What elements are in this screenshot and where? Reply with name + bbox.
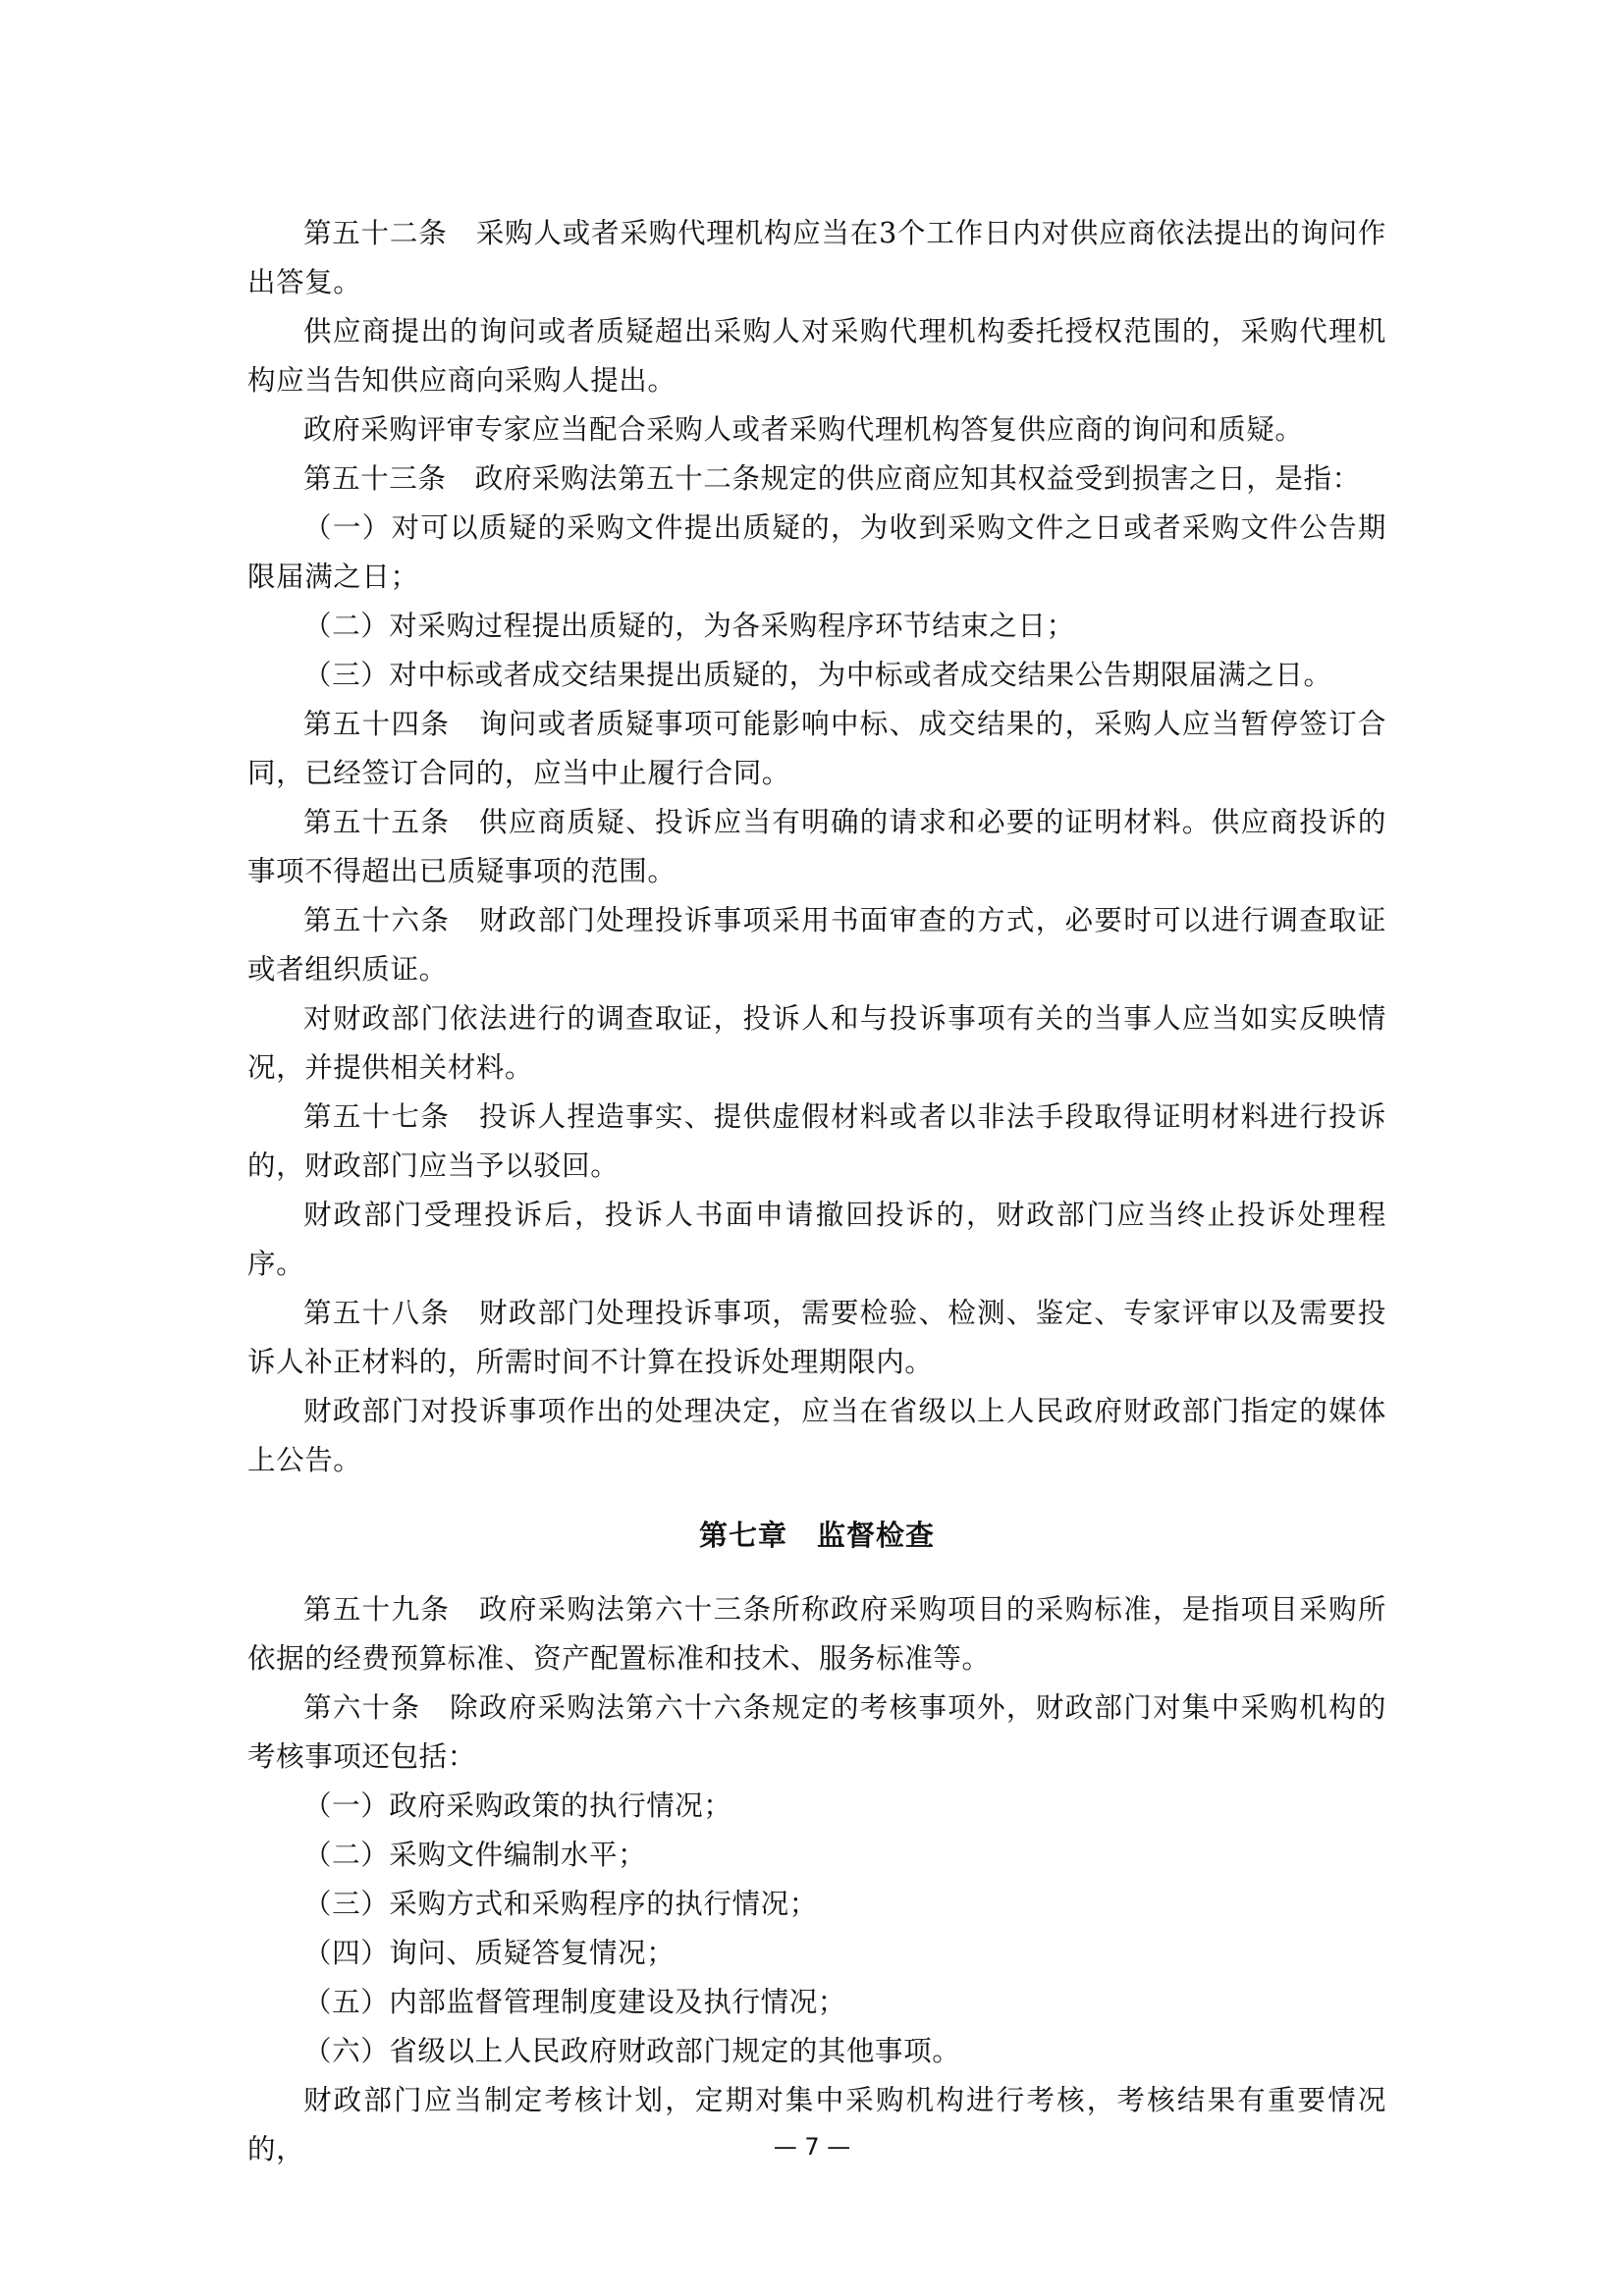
article-60: 第六十条 除政府采购法第六十六条规定的考核事项外，财政部门对集中采购机构的考核事项还包括： — [247, 1691, 1386, 1773]
article-60-item-1: （一）政府采购政策的执行情况； — [303, 1789, 732, 1822]
article-55: 第五十五条 供应商质疑、投诉应当有明确的请求和必要的证明材料。供应商投诉的事项不得超出已质疑事项的范围。 — [247, 806, 1386, 887]
article-60-item-5: （五）内部监督管理制度建设及执行情况； — [303, 1986, 846, 2018]
article-53-item-1: （一）对可以质疑的采购文件提出质疑的，为收到采购文件之日或者采购文件公告期限届满之日； — [247, 511, 1386, 593]
article-58: 第五十八条 财政部门处理投诉事项，需要检验、检测、鉴定、专家评审以及需要投诉人补正材料的，所需时间不计算在投诉处理期限内。 — [247, 1297, 1386, 1378]
article-54: 第五十四条 询问或者质疑事项可能影响中标、成交结果的，采购人应当暂停签订合同，已经签订合同的，应当中止履行合同。 — [247, 708, 1386, 789]
article-57-para-2: 财政部门受理投诉后，投诉人书面申请撤回投诉的，财政部门应当终止投诉处理程序。 — [247, 1199, 1386, 1280]
chapter-heading — [247, 1485, 1386, 1585]
article-52-para-2: 供应商提出的询问或者质疑超出采购人对采购代理机构委托授权范围的，采购代理机构应当告知供应商向采购人提出。 — [247, 315, 1386, 397]
article-60-item-3: （三）采购方式和采购程序的执行情况； — [303, 1888, 818, 1920]
article-57: 第五十七条 投诉人捏造事实、提供虚假材料或者以非法手段取得证明材料进行投诉的，财政部门应当予以驳回。 — [247, 1100, 1386, 1182]
article-60-item-4: （四）询问、质疑答复情况； — [303, 1937, 676, 1969]
article-53: 第五十三条 政府采购法第五十二条规定的供应商应知其权益受到损害之日，是指： — [303, 462, 1361, 495]
article-58-para-2: 财政部门对投诉事项作出的处理决定，应当在省级以上人民政府财政部门指定的媒体上公告。 — [247, 1395, 1386, 1476]
chapter-number: 第七章 — [698, 1519, 787, 1552]
chapter-title: 监督检查 — [817, 1519, 936, 1552]
article-53-item-3: （三）对中标或者成交结果提出质疑的，为中标或者成交结果公告期限届满之日。 — [303, 659, 1332, 691]
page-number: — 7 — — [773, 2133, 851, 2161]
document-body — [247, 209, 1386, 2174]
article-56: 第五十六条 财政部门处理投诉事项采用书面审查的方式，必要时可以进行调查取证或者组织质证。 — [247, 904, 1386, 986]
article-52-para-3: 政府采购评审专家应当配合采购人或者采购代理机构答复供应商的询问和质疑。 — [303, 413, 1304, 446]
article-60-item-6: （六）省级以上人民政府财政部门规定的其他事项。 — [303, 2035, 961, 2067]
article-59: 第五十九条 政府采购法第六十三条所称政府采购项目的采购标准，是指项目采购所依据的经费预算标准、资产配置标准和技术、服务标准等。 — [247, 1593, 1386, 1675]
article-56-para-2: 对财政部门依法进行的调查取证，投诉人和与投诉事项有关的当事人应当如实反映情况，并提供相关材料。 — [247, 1002, 1386, 1084]
article-53-item-2: （二）对采购过程提出质疑的，为各采购程序环节结束之日； — [303, 610, 1075, 642]
article-52: 第五十二条 采购人或者采购代理机构应当在3个工作日内对供应商依法提出的询问作出答复。 — [247, 217, 1386, 298]
article-60-item-2: （二）采购文件编制水平； — [303, 1839, 647, 1871]
article-60-closing: 财政部门应当制定考核计划，定期对集中采购机构进行考核，考核结果有重要情况的， — [247, 2084, 1386, 2165]
